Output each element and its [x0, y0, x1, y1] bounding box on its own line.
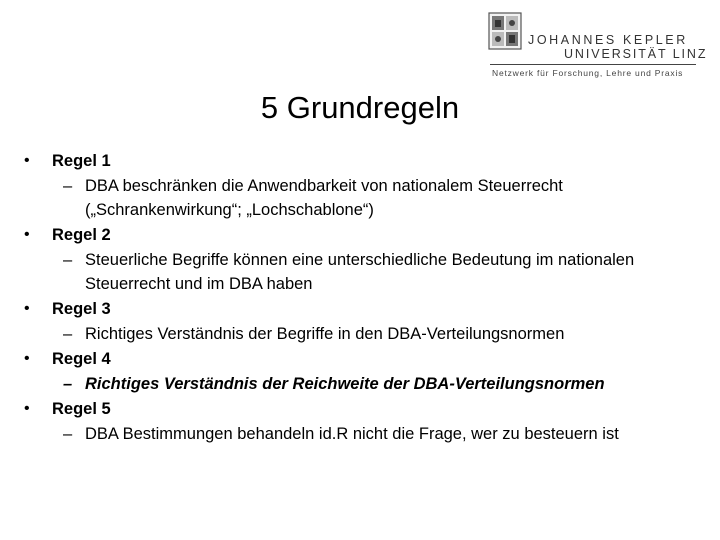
sub-text-line: Steuerrecht und im DBA haben — [85, 275, 313, 293]
bullet-heading: Regel 1 — [52, 152, 111, 170]
sub-dash: – — [63, 177, 73, 195]
university-emblem-icon — [488, 12, 522, 50]
bullet-item — [24, 222, 704, 296]
sub-item — [24, 248, 704, 296]
logo-line-1: JOHANNES KEPLER — [528, 33, 688, 47]
bullet-heading: Regel 5 — [52, 400, 111, 418]
slide-title: 5 Grundregeln — [260, 90, 460, 125]
university-logo — [486, 10, 708, 78]
sub-item — [24, 322, 704, 346]
logo-line-2: UNIVERSITÄT LINZ — [564, 47, 708, 61]
bullet-dot: • — [24, 152, 30, 169]
bullet-heading: Regel 2 — [52, 226, 111, 244]
sub-dash: – — [63, 425, 73, 443]
bullet-item — [24, 346, 704, 396]
sub-item — [24, 174, 704, 222]
bullet-dot: • — [24, 400, 30, 417]
bullet-item — [24, 296, 704, 346]
logo-divider — [490, 64, 696, 65]
bullet-item — [24, 396, 704, 446]
bullet-dot: • — [24, 350, 30, 367]
sub-item-emphasized — [24, 372, 704, 396]
bullet-item — [24, 148, 704, 222]
sub-dash: – — [63, 325, 73, 343]
sub-text-line: DBA Bestimmungen behandeln id.R nicht die Frage, wer zu besteuern ist — [85, 425, 619, 443]
sub-text-line: Steuerliche Begriffe können eine unterschiedliche Bedeutung im nationalen — [85, 251, 635, 269]
bullet-heading: Regel 4 — [52, 350, 111, 368]
sub-text-line: Richtiges Verständnis der Reichweite der DBA-Verteilungsnormen — [85, 375, 605, 393]
sub-text-line: („Schrankenwirkung“; „Lochschablone“) — [85, 201, 374, 219]
bullet-list — [24, 148, 704, 446]
bullet-dot: • — [24, 226, 30, 243]
sub-dash: – — [63, 375, 73, 393]
bullet-dot: • — [24, 300, 30, 317]
sub-dash: – — [63, 251, 73, 269]
sub-text-line: DBA beschränken die Anwendbarkeit von nationalem Steuerrecht — [85, 177, 563, 195]
sub-text-line: Richtiges Verständnis der Begriffe in den DBA-Verteilungsnormen — [85, 325, 565, 343]
bullet-heading: Regel 3 — [52, 300, 111, 318]
logo-tagline: Netzwerk für Forschung, Lehre und Praxis — [492, 68, 684, 78]
sub-item — [24, 422, 704, 446]
